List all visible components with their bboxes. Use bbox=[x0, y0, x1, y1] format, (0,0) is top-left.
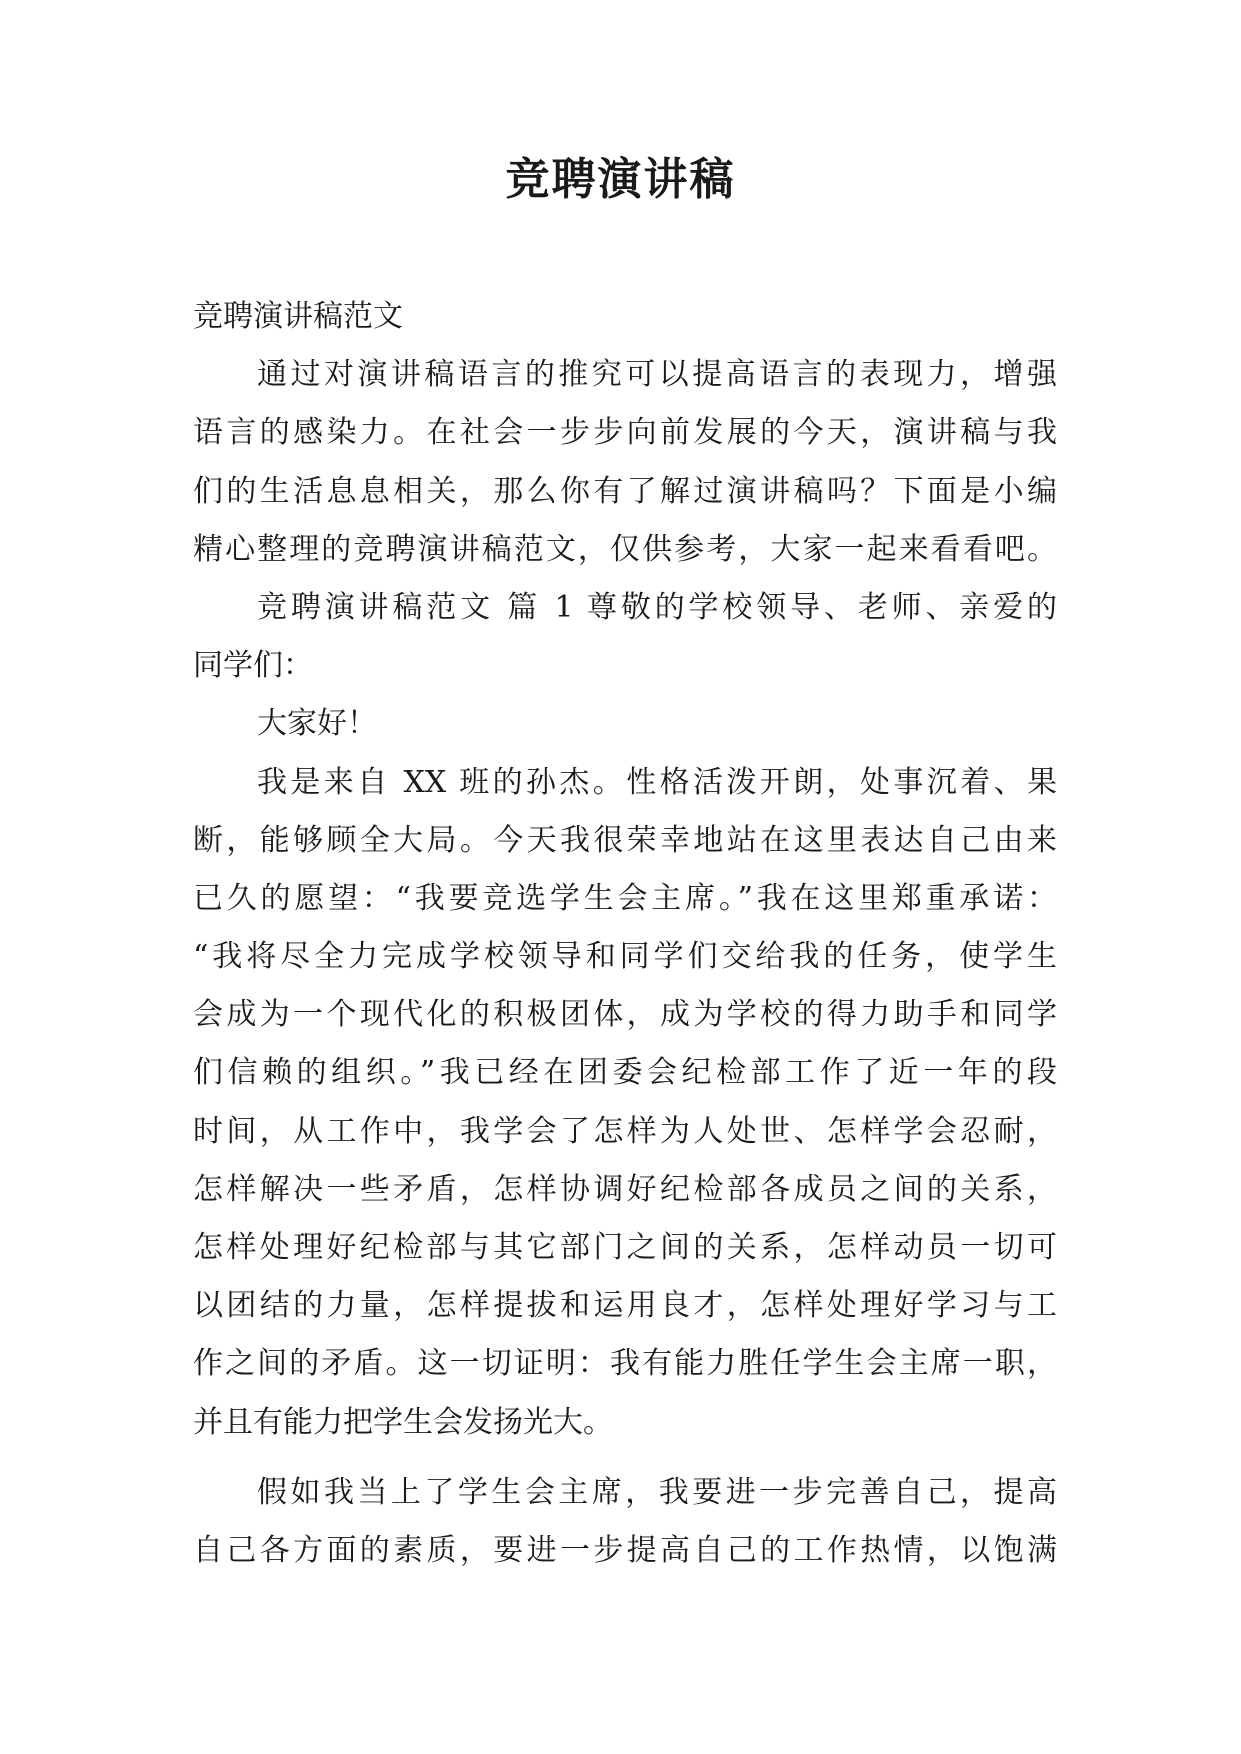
text-line: 自己各方面的素质，要进一步提高自己的工作热情，以饱满 bbox=[193, 1532, 1057, 1568]
subtitle-line: 竞聘演讲稿范文 bbox=[193, 299, 403, 334]
text-line: 大家好！ bbox=[257, 706, 377, 742]
text-line: “我将尽全力完成学校领导和同学们交给我的任务，使学生 bbox=[193, 939, 1057, 975]
text-line: 断，能够顾全大局。今天我很荣幸地站在这里表达自己由来 bbox=[193, 822, 1057, 858]
text-line: 们信赖的组织。”我已经在团委会纪检部工作了近一年的段 bbox=[193, 1055, 1057, 1091]
text-line: 并且有能力把学生会发扬光大。 bbox=[193, 1404, 613, 1440]
text-line: 语言的感染力。在社会一步步向前发展的今天，演讲稿与我 bbox=[193, 415, 1057, 451]
text-line: 怎样解决一些矛盾，怎样协调好纪检部各成员之间的关系， bbox=[193, 1171, 1057, 1207]
document-body bbox=[193, 288, 1057, 1580]
text-line: 们的生活息息相关，那么你有了解过演讲稿吗？下面是小编 bbox=[193, 473, 1057, 509]
text-line: 通过对演讲稿语言的推究可以提高语言的表现力，增强 bbox=[257, 357, 1057, 393]
text-line: 我是来自 XX 班的孙杰。性格活泼开朗，处事沉着、果 bbox=[257, 764, 1057, 800]
text-line: 竞聘演讲稿范文 篇 1 尊敬的学校领导、老师、亲爱的 bbox=[257, 589, 1057, 625]
text-line: 时间，从工作中，我学会了怎样为人处世、怎样学会忍耐， bbox=[193, 1113, 1057, 1149]
text-line: 假如我当上了学生会主席，我要进一步完善自己，提高 bbox=[257, 1474, 1057, 1510]
text-line: 怎样处理好纪检部与其它部门之间的关系，怎样动员一切可 bbox=[193, 1230, 1057, 1265]
text-line: 作之间的矛盾。这一切证明：我有能力胜任学生会主席一职， bbox=[193, 1346, 1057, 1382]
text-line: 同学们： bbox=[193, 648, 313, 684]
text-line: 会成为一个现代化的积极团体，成为学校的得力助手和同学 bbox=[193, 997, 1057, 1033]
text-line: 以团结的力量，怎样提拔和运用良才，怎样处理好学习与工 bbox=[193, 1288, 1057, 1324]
text-line: 精心整理的竞聘演讲稿范文，仅供参考，大家一起来看看吧。 bbox=[193, 531, 1057, 567]
document-title: 竞聘演讲稿 bbox=[505, 154, 736, 205]
paragraph-gap bbox=[193, 1452, 1057, 1464]
text-line: 已久的愿望：“我要竞选学生会主席。”我在这里郑重承诺： bbox=[193, 880, 1057, 916]
